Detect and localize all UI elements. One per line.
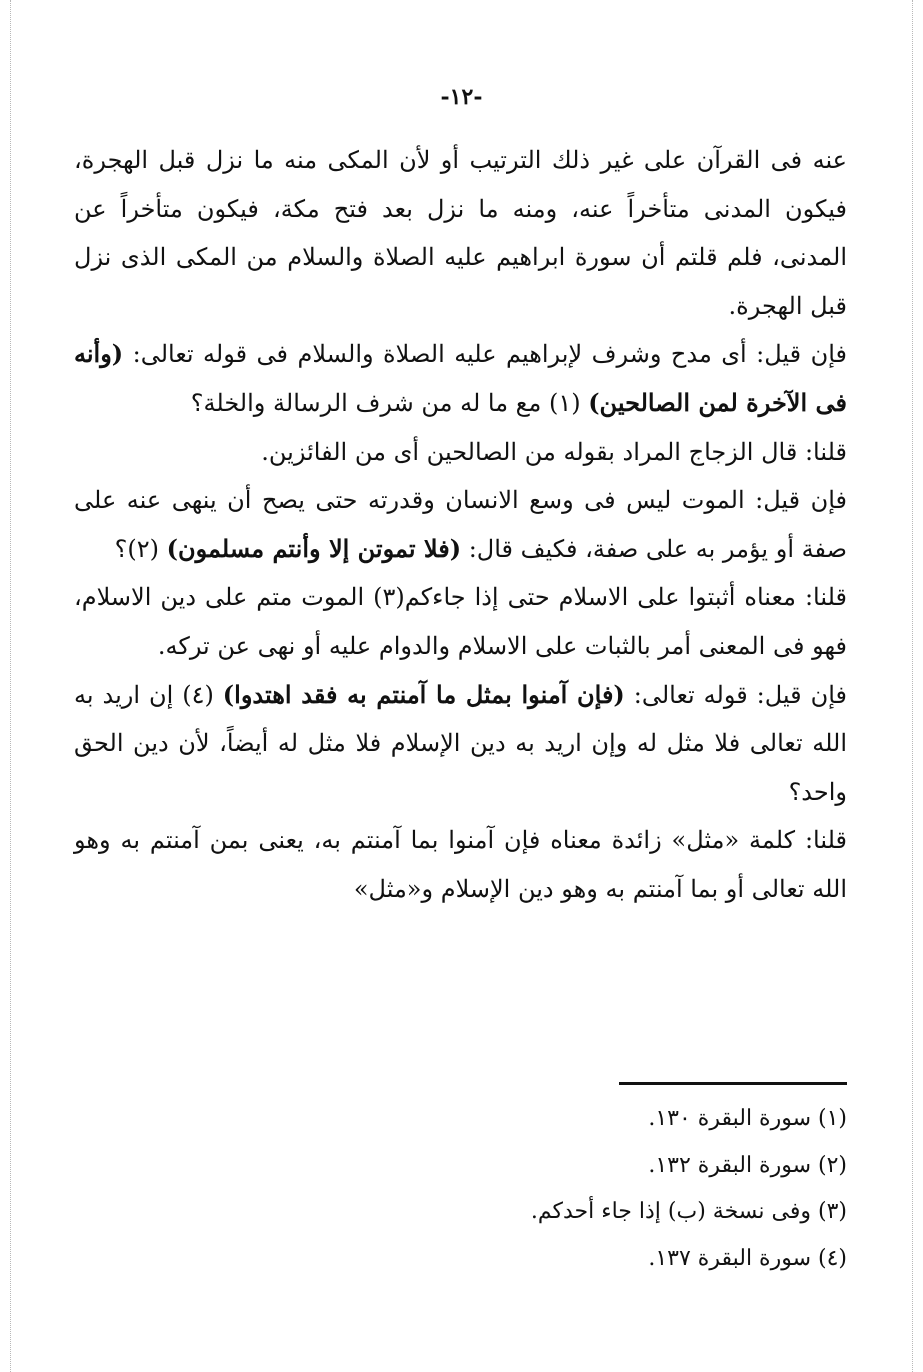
page-number: -١٢- — [440, 84, 483, 110]
text-segment: عنه فى القرآن على غير ذلك الترتيب أو لأن المكى منه ما نزل قبل الهجرة، فيكون المدنى متأخراً عنه، ومنه ما نزل بعد فتح مكة، فيكون متأخراً عن المدنى، فلم قلتم أن سورة ابراهيم عليه الصلاة والسلام من المكى الذى نزل قبل الهجرة. — [74, 146, 848, 320]
footnote-3: (٣) وفى نسخة (ب) إذا جاء أحدكم. — [530, 1199, 847, 1224]
text-segment: (١) مع ما له من شرف الرسالة والخلة؟ — [190, 388, 589, 417]
body-text — [74, 136, 847, 914]
text-segment: قلنا: معناه أثبتوا على الاسلام حتى إذا جاءكم(٣) الموت متم على دين الاسلام، فهو فى المعنى أمر بالثبات على الاسلام والدوام عليه أو نهى عن تركه. — [74, 583, 847, 660]
paragraph — [74, 671, 847, 817]
footnotes-list — [74, 1096, 847, 1282]
paragraph — [74, 573, 847, 670]
quran-verse: (وأنه فى الآخرة لمن الصالحين) — [74, 339, 847, 417]
text-segment: (٢)؟ — [114, 534, 167, 563]
scan-border-left — [10, 0, 11, 1372]
quran-verse: (فلا تموتن إلا وأنتم مسلمون) — [166, 533, 462, 563]
text-segment: فإن قيل: الموت ليس فى وسع الانسان وقدرته حتى يصح أن ينهى عنه على صفة أو يؤمر به على صفة، فكيف قال: — [74, 486, 847, 563]
footnote-2: (٢) سورة البقرة ١٣٢. — [648, 1152, 847, 1178]
paragraph — [74, 136, 847, 330]
text-segment: (٤) إن اريد به الله تعالى فلا مثل له وإن اريد به دين الإسلام فلا مثل له أيضاً، لأن دين الحق واحد؟ — [74, 680, 847, 806]
text-segment: قلنا: كلمة «مثل» زائدة معناه فإن آمنوا بما آمنتم به، يعنى بمن آمنتم به وهو الله تعالى أو بما آمنتم به وهو دين الإسلام و«مثل» — [74, 826, 847, 903]
quran-verse: (فإن آمنوا بمثل ما آمنتم به فقد اهتدوا) — [222, 679, 625, 709]
paragraph — [74, 428, 847, 477]
paragraph — [74, 476, 847, 573]
text-segment: قلنا: قال الزجاج المراد بقوله من الصالحين أى من الفائزين. — [261, 437, 847, 466]
footnote-4: (٤) سورة البقرة ١٣٧. — [648, 1245, 847, 1271]
footnote-divider — [619, 1082, 847, 1085]
text-segment: فإن قيل: أى مدح وشرف لإبراهيم عليه الصلاة والسلام فى قوله تعالى: — [123, 340, 847, 369]
footnote-1: (١) سورة البقرة ١٣٠. — [648, 1106, 847, 1131]
scan-border-right — [912, 0, 913, 1372]
paragraph — [74, 816, 847, 913]
text-segment: فإن قيل: قوله تعالى: — [624, 680, 847, 709]
paragraph — [74, 330, 847, 427]
